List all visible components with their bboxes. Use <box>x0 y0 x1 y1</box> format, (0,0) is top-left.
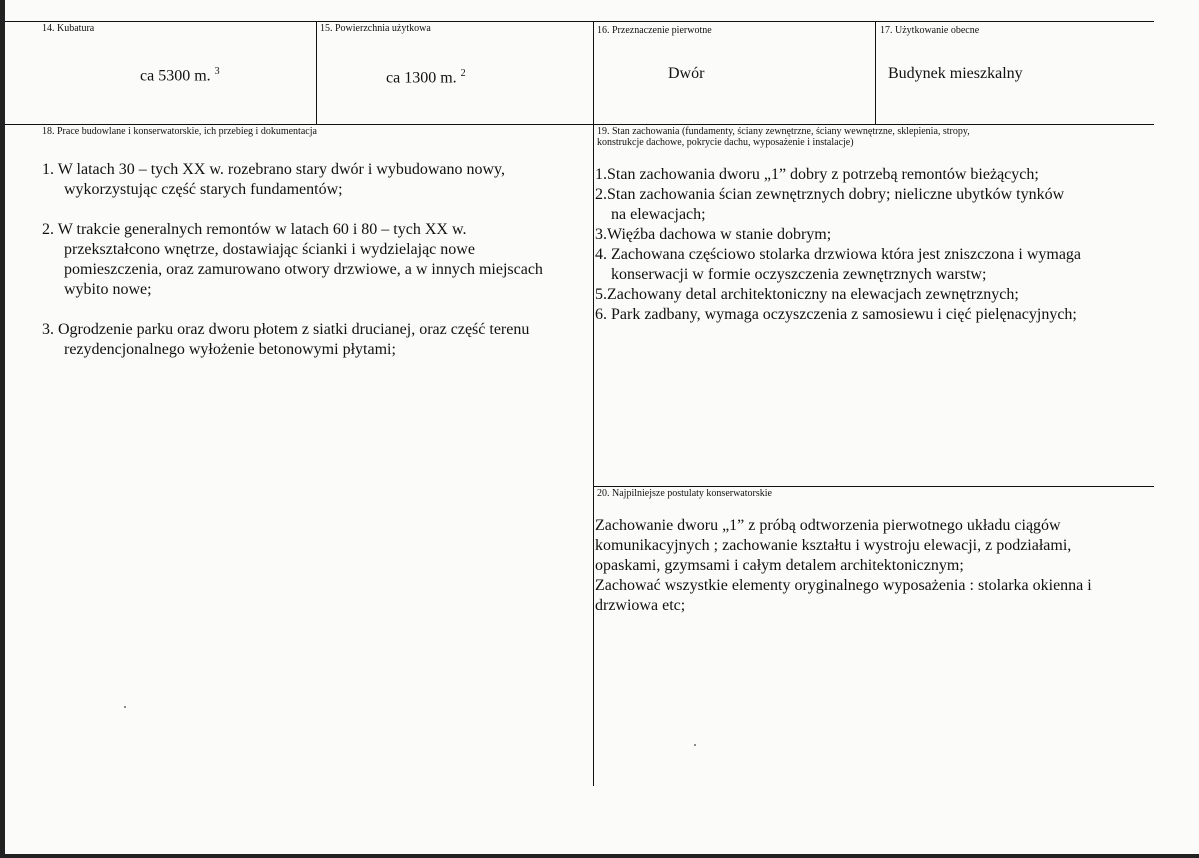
list-item: 3.Więźba dachowa w stanie dobrym; <box>595 226 832 243</box>
rule-row1-bottom <box>5 124 1154 125</box>
list-item: 1. W latach 30 – tych XX w. rozebrano stary dwór i wybudowano nowy, wykorzystując część starych fundamentów; <box>42 161 506 198</box>
list-item: konserwacji w formie oczyszczenia zewnętrznych warstw; <box>611 266 987 283</box>
postulaty-text: Zachowanie dworu „1” z próbą odtworzenia pierwotnego układu ciągów komunikacyjnych ; zachowanie kształtu i wystroju elewacji, z podziałami, opaskami, gzymsami i całym detalem architektonicznym; Zachować wszystkie elementy oryginalnego wyposażenia : stolarka okienna i drzwiowa etc; <box>595 517 1092 614</box>
scan-speck <box>694 744 696 746</box>
stan-zachowania-list <box>595 165 1151 325</box>
list-item: 6. Park zadbany, wymaga oczyszczenia z samosiewu i cięć pielęnacyjnych; <box>595 306 1077 323</box>
label-postulaty: 20. Najpilniejsze postulaty konserwatorskie <box>597 488 772 499</box>
list-item: 1.Stan zachowania dworu „1” dobry z potrzebą remontów bieżących; <box>595 166 1039 183</box>
list-item: 5.Zachowany detal architektoniczny na elewacjach zewnętrznych; <box>595 286 1019 303</box>
rule-v-center <box>593 21 594 786</box>
list-item: 2.Stan zachowania ścian zewnętrznych dobry; nieliczne ubytków tynków <box>595 186 1065 203</box>
list-item: na elewacjach; <box>611 206 706 223</box>
label-uzytkowanie: 17. Użytkowanie obecne <box>880 25 980 36</box>
value-uzytkowanie: Budynek mieszkalny <box>888 65 1023 82</box>
rule-v-3 <box>875 21 876 125</box>
label-kubatura: 14. Kubatura <box>42 23 95 34</box>
label-przeznaczenie: 16. Przeznaczenie pierwotne <box>597 25 712 36</box>
value-przeznaczenie: Dwór <box>668 65 705 82</box>
value-powierzchnia: ca 1300 m. $^2$ <box>386 68 466 87</box>
label-powierzchnia: 15. Powierzchnia użytkowa <box>320 23 431 34</box>
list-item: 2. W trakcie generalnych remontów w latach 60 i 80 – tych XX w. przekształcono wnętrze, dostawiając ścianki i wydzielając nowe pomieszczenia, oraz zamurowano otwory drzwiowe, a w innych miejscach wybito nowe; <box>42 221 543 298</box>
list-item: 3. Ogrodzenie parku oraz dworu płotem z siatki drucianej, oraz część terenu rezydencjonalnego wyłożenie betonowymi płytami; <box>42 321 530 358</box>
list-item: 4. Zachowana częściowo stolarka drzwiowa która jest zniszczona i wymaga <box>595 246 1082 263</box>
rule-f20-top <box>593 486 1154 487</box>
rule-top <box>5 21 1154 22</box>
scan-edge-bottom <box>0 854 1199 858</box>
prace-budowlane-list <box>42 160 590 360</box>
scan-edge-left <box>0 0 5 858</box>
label-prace-budowlane: 18. Prace budowlane i konserwatorskie, ich przebieg i dokumentacja <box>42 126 317 137</box>
value-kubatura: ca 5300 m. $^3$ <box>140 66 220 85</box>
rule-v-1 <box>316 21 317 125</box>
label-stan-zachowania: 19. Stan zachowania (fundamenty, ściany zewnętrzne, ściany wewnętrzne, sklepienia, stropy, konstrukcje dachowe, pokrycie dachu, wyposażenie i instalacje) <box>597 126 970 148</box>
scan-speck <box>124 706 126 708</box>
